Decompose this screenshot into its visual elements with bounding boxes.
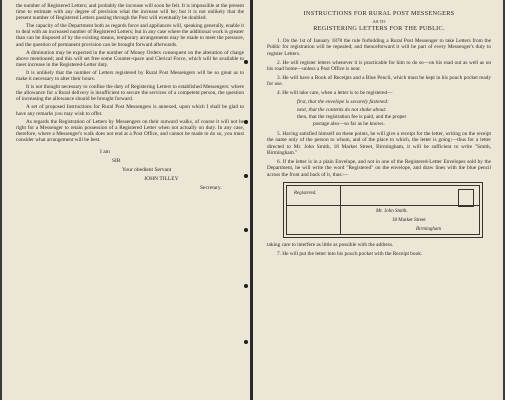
envelope-diagram bbox=[283, 182, 483, 238]
signoff-sir: SIR bbox=[112, 157, 121, 164]
paragraph: It is not thought necessary to confine the duty of Registering Letters to established Messengers: where the allowance for a Rural delivery is insufficient to secure the services of a competent person, the question of increasing the allowance should be brought forward. bbox=[16, 84, 244, 103]
paragraph: the number of Registered Letters; and probably the increase will soon be felt. It is impossible at the present time to estimate with any degree of precision what the increase will be; but it is not unlikely that the present number of Registered Letters passing through the Post will eventually be doubled. bbox=[16, 3, 244, 22]
signoff bbox=[16, 149, 244, 194]
title-as-to: AS TO bbox=[372, 19, 386, 24]
binding-hole bbox=[244, 120, 248, 124]
binding-hole bbox=[244, 340, 248, 344]
envelope-registered-label: Registered. bbox=[294, 191, 317, 197]
instruction-item: 5. Having satisfied himself on these points, he will give a receipt for the letter, writing on the receipt the name only of the person to whom, and of the place to which, the letter is going:—thus for a letter directed to Mr. John Smith, 18 Market Street, Birmingham, it will be sufficient to write "Smith, Birmingham." bbox=[267, 130, 491, 157]
binding-hole bbox=[244, 284, 248, 288]
paragraph: As regards the Registration of Letters by Messengers on their outward walks, of course it will not be right for a Messenger to retain possession of a Registered Letter when not actually on duty. In any case, therefore, where a Messenger's walk does not end at a Post Office, and cannot be made to do so, you must consider what arrangement will be best. bbox=[16, 118, 244, 143]
instruction-item: 6. If the letter is in a plain Envelope, and not in one of the Registered-Letter Envelopes sold by the Department, he will write the word "Registered" on the envelope, and draw lines with the blue pencil across the front and back of it, thus:— bbox=[267, 159, 491, 178]
instruction-item: 3. He will have a Book of Receipts and a Blue Pencil, which must be kept in his pouch pocket ready for use. bbox=[267, 75, 491, 88]
instruction-subitem: first, that the envelope is securely fastened: bbox=[297, 99, 389, 106]
envelope-blue-line-horizontal bbox=[287, 205, 479, 206]
paragraph: The capacity of the Department both as regards force and appliances will, speaking generally, enable it to deal with an increased number of Registered Letters; but in any case where the additional work is greater than can be disposed of by the existing means, temporary arrangements may be made to meet the pressure, and the question of permanent provision can be brought forward afterwards. bbox=[16, 23, 244, 48]
page-subtitle: REGISTERING LETTERS FOR THE PUBLIC. bbox=[313, 25, 445, 32]
instruction-item: 7. He will put the letter into his pouch pocket with the Receipt book. bbox=[277, 251, 423, 258]
instruction-subitem-continued: postage also—so far as he knows. bbox=[313, 121, 385, 128]
signoff-name: JOHN TILLEY bbox=[144, 175, 179, 182]
left-page bbox=[2, 0, 250, 400]
instruction-subitem: then, that the registration fee is paid, and the proper bbox=[297, 114, 407, 121]
binding-hole bbox=[244, 60, 248, 64]
paragraph: A diminution may be expected in the number of Money Orders consequent on the alteration of charge above mentioned; and this will set free some Counter-space and Clerical Force, which will be available to meet increase in the Registered-Letter duty. bbox=[16, 49, 244, 68]
binding-hole bbox=[244, 228, 248, 232]
page-title: INSTRUCTIONS FOR RURAL POST MESSENGERS bbox=[303, 10, 455, 17]
envelope-address-line: Birmingham bbox=[416, 227, 441, 233]
envelope-address-line: 18 Market Street bbox=[392, 218, 426, 224]
envelope-blue-line-vertical bbox=[340, 186, 341, 234]
envelope-stamp-box bbox=[458, 189, 474, 207]
instruction-item: 2. He will register letters whenever it is practicable for him to do so—on his road out as well as on his road home—unless a Post Office is near. bbox=[267, 59, 491, 73]
signoff-title: Secretary. bbox=[200, 184, 222, 191]
instruction-subitem: next, that the contents do not shake about: bbox=[297, 106, 387, 113]
instruction-continuation: taking care to interfere as little as possible with the address. bbox=[267, 242, 394, 249]
instruction-item: 4. He will take care, when a letter is to be registered— bbox=[277, 90, 393, 97]
paragraph: It is unlikely that the number of Letters registered by Rural Post Messengers will be so great as to make it necessary to alter their hours. bbox=[16, 69, 244, 83]
paragraph: A set of proposed Instructions for Rural Post Messengers is annexed, upon which I shall be glad to have any remarks you may wish to offer. bbox=[16, 104, 244, 117]
right-page bbox=[253, 0, 503, 400]
envelope-address-line: Mr. John Smith. bbox=[376, 209, 408, 215]
binding-hole bbox=[244, 174, 248, 178]
signoff-servant: Your obedient Servant bbox=[122, 166, 172, 173]
instruction-item: 1. On the 1st of January 1878 the rule forbidding a Rural Post Messenger to take Letters from the Public for registration will be repealed; and thenceforward it will be part of every Messenger's duty to register Letters. bbox=[267, 38, 491, 57]
signoff-i-am: I am bbox=[100, 148, 110, 155]
